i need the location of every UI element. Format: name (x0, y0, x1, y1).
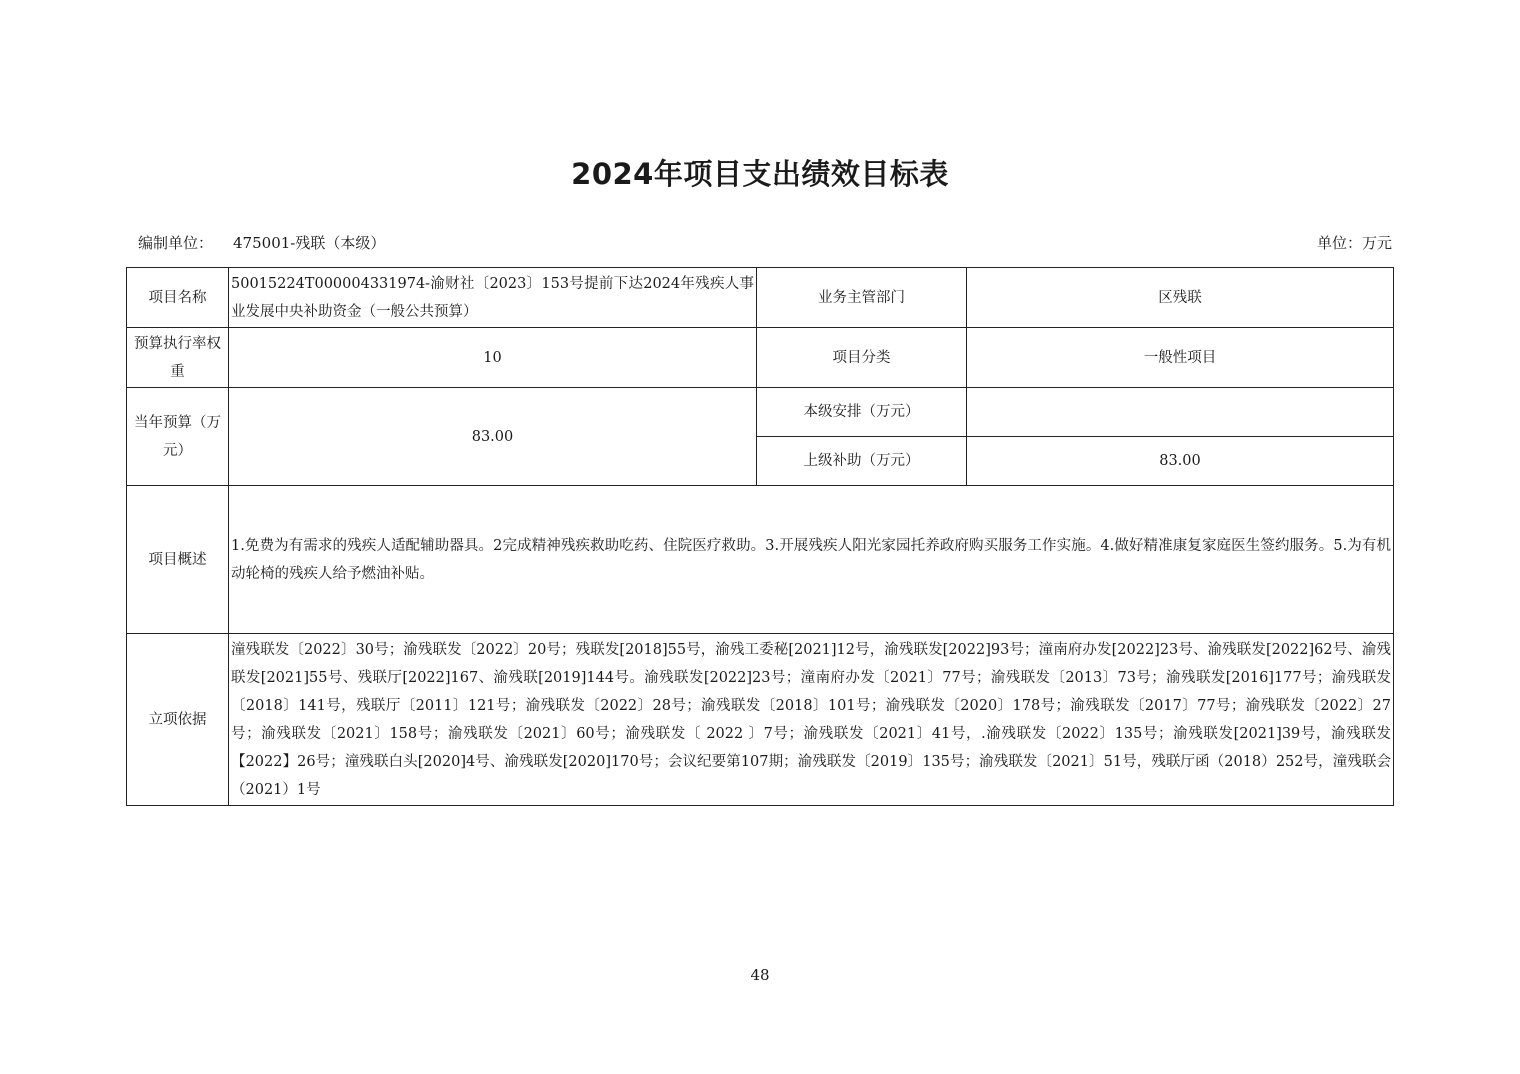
dept-value: 区残联 (967, 268, 1394, 328)
overview-label: 项目概述 (127, 486, 229, 634)
dept-label: 业务主管部门 (757, 268, 967, 328)
performance-target-table (126, 267, 1394, 806)
category-label: 项目分类 (757, 328, 967, 388)
budget-label: 当年预算（万元） (127, 388, 229, 486)
basis-value: 潼残联发〔2022〕30号；渝残联发〔2022〕20号；残联发[2018]55号，渝残工委秘[2021]12号，渝残联发[2022]93号；潼南府办发[2022]23号、渝残联发[2022]62号、渝残联发[2021]55号、残联厅[2022]167、渝残联[2019]144号。渝残联发[2022]23号；潼南府办发〔2021〕77号；渝残联发〔2013〕73号；渝残联发[2016]177号；渝残联发〔2018〕141号，残联厅〔2011〕121号；渝残联发〔2022〕28号；渝残联发〔2018〕101号；渝残联发〔2020〕178号；渝残联发〔2017〕77号；渝残联发〔2022〕27号；渝残联发〔2021〕158号；渝残联发〔2021〕60号；渝残联发〔 2022 〕7号；渝残联发〔2021〕41号，.渝残联发〔2022〕135号；渝残联发[2021]39号，渝残联发【2022】26号；潼残联白头[2020]4号、渝残联发[2020]170号；会议纪要第107期；渝残联发〔2019〕135号；渝残联发〔2021〕51号，残联厅函（2018）252号，潼残联会（2021）1号 (229, 634, 1394, 806)
page-title: 2024年项目支出绩效目标表 (571, 157, 949, 191)
weight-label: 预算执行率权重 (127, 328, 229, 388)
local-value (967, 388, 1394, 437)
currency-unit: 单位：万元 (1316, 234, 1392, 252)
table-row (127, 328, 1394, 388)
compiling-unit-value: 475001-残联（本级） (233, 234, 386, 252)
compiling-unit (138, 232, 385, 253)
upper-value: 83.00 (967, 437, 1394, 486)
upper-label: 上级补助（万元） (757, 437, 967, 486)
table-row (127, 634, 1394, 806)
category-value: 一般性项目 (967, 328, 1394, 388)
page-number: 48 (750, 966, 770, 984)
table-row (127, 268, 1394, 328)
table-row (127, 486, 1394, 634)
basis-label: 立项依据 (127, 634, 229, 806)
compiling-unit-label: 编制单位： (138, 234, 214, 252)
budget-value: 83.00 (229, 388, 757, 486)
project-name-label: 项目名称 (127, 268, 229, 328)
overview-value: 1.免费为有需求的残疾人适配辅助器具。2完成精神残疾救助吃药、住院医疗救助。3.开展残疾人阳光家园托养政府购买服务工作实施。4.做好精准康复家庭医生签约服务。5.为有机动轮椅的残疾人给予燃油补贴。 (229, 486, 1394, 634)
weight-value: 10 (229, 328, 757, 388)
local-label: 本级安排（万元） (757, 388, 967, 437)
project-name-value: 50015224T000004331974-渝财社〔2023〕153号提前下达2024年残疾人事业发展中央补助资金（一般公共预算） (229, 268, 757, 328)
table-row (127, 388, 1394, 437)
